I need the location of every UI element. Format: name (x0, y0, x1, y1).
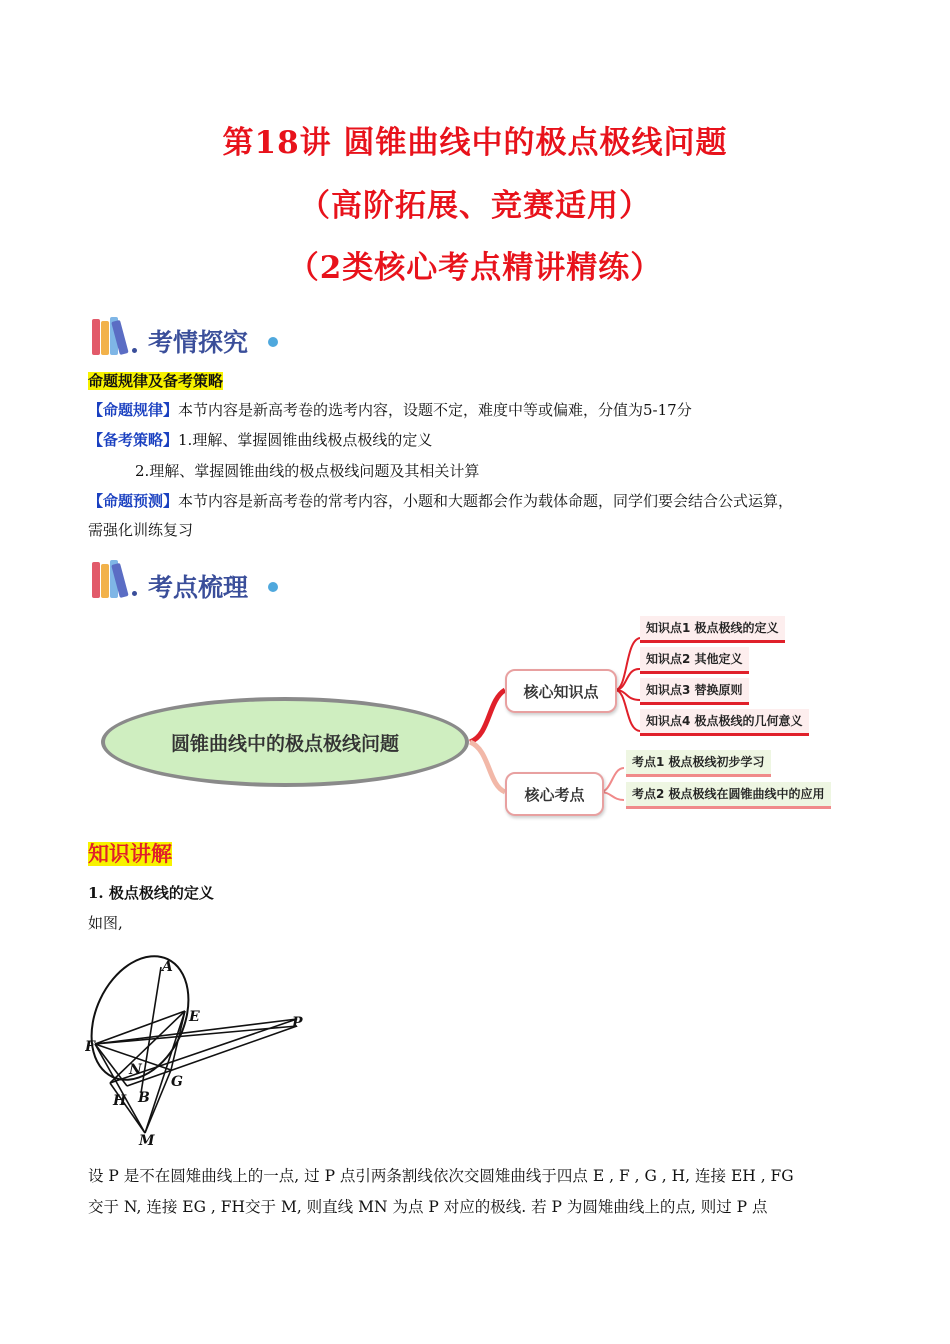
mindmap-leaf: 知识点3 替换原则 (640, 678, 749, 705)
section-heading: 考点梳理 (148, 573, 249, 602)
predict-label: 【命题预测】 (88, 492, 179, 510)
strategy-item-2: 2.理解、掌握圆锥曲线的极点极线问题及其相关计算 (135, 462, 480, 480)
mindmap-leaf: 考点1 极点极线初步学习 (626, 750, 771, 777)
item-title: 1. 极点极线的定义 (88, 884, 214, 902)
label-F: F (85, 1039, 95, 1055)
mindmap-leaf: 知识点2 其他定义 (640, 647, 749, 674)
section-heading: 考情探究 (148, 328, 249, 357)
predict-text-cont: 需强化训练复习 (88, 521, 194, 539)
label-B: B (138, 1090, 150, 1106)
subheading: 命题规律及备考策略 (88, 372, 224, 390)
label-H: H (113, 1093, 127, 1109)
mindmap-leaf: 知识点1 极点极线的定义 (640, 616, 785, 643)
rule-text: 本节内容是新高考卷的选考内容，设题不定，难度中等或偏难，分值为5-17分 (178, 401, 692, 419)
page-title: 第18讲 圆锥曲线中的极点极线问题 (222, 125, 728, 161)
page-subtitle: （高阶拓展、竞赛适用） (299, 188, 651, 224)
rule-label: 【命题规律】 (88, 401, 179, 419)
paragraph-line-1: 设 P 是不在圆雉曲线上的一点, 过 P 点引两条割线依次交圆雉曲线于四点 E , F , G , H, 连接 EH , FG (88, 1167, 794, 1185)
strategy-label: 【备考策略】 (88, 431, 179, 449)
mindmap-root: 圆锥曲线中的极点极线问题 (101, 697, 469, 787)
intro-text: 如图, (88, 914, 123, 932)
label-G: G (171, 1074, 183, 1090)
mindmap-branch-knowledge: 核心知识点 (505, 669, 617, 713)
label-N: N (129, 1062, 142, 1078)
strategy-item-1: 1.理解、掌握圆锥曲线极点极线的定义 (178, 431, 433, 449)
knowledge-heading: 知识讲解 (88, 842, 172, 866)
label-M: M (139, 1133, 155, 1149)
mindmap-leaf: 考点2 极点极线在圆锥曲线中的应用 (626, 782, 831, 809)
label-E: E (189, 1009, 200, 1025)
paragraph-line-2: 交于 N, 连接 EG , FH交于 M, 则直线 MN 为点 P 对应的极线. 若 P 为圆雉曲线上的点, 则过 P 点 (88, 1198, 768, 1216)
label-A: A (162, 959, 173, 975)
label-P: P (292, 1015, 303, 1031)
predict-text: 本节内容是新高考卷的常考内容，小题和大题都会作为载体命题，同学们要会结合公式运算， (178, 492, 794, 510)
page-subtitle-2: （2类核心考点精讲精练） (287, 250, 663, 286)
pole-polar-figure (85, 955, 325, 1150)
mindmap-leaf: 知识点4 极点极线的几何意义 (640, 709, 809, 736)
mindmap-branch-exam: 核心考点 (505, 772, 604, 816)
